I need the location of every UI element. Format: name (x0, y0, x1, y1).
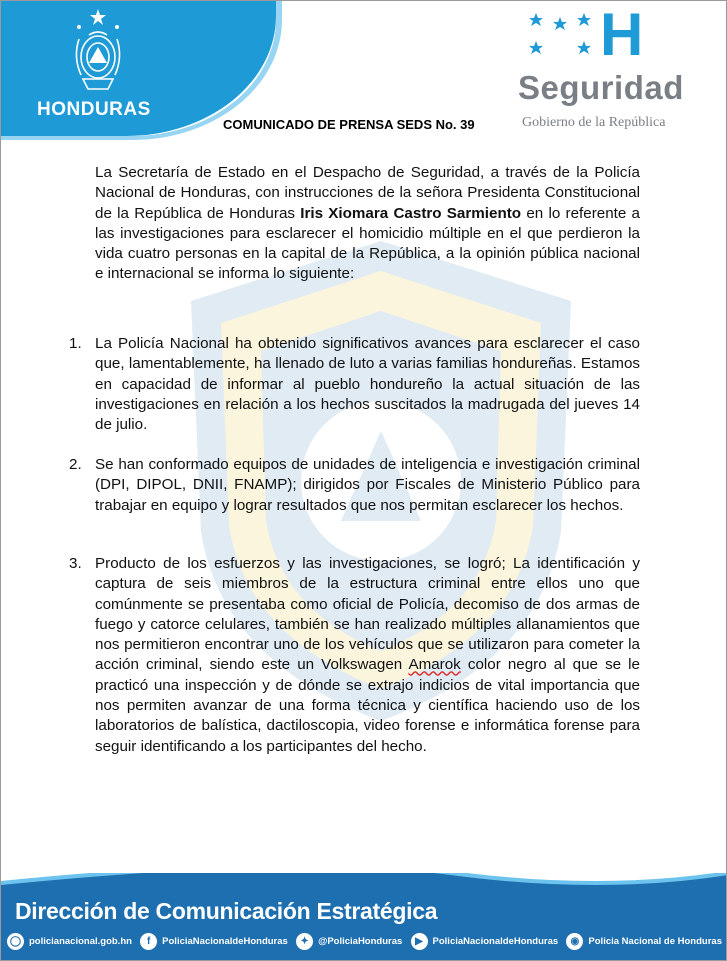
list-item-number: 2. (69, 456, 82, 473)
country-name: HONDURAS (37, 99, 151, 120)
instagram-icon: ◉ (566, 933, 583, 950)
list-item-number: 3. (69, 555, 82, 572)
footer-social-links (7, 929, 722, 953)
list-item-text-start: Producto de los esfuerzos y las investigaciones, se logró; La identificación y captura de seis miembros de la estructura criminal entre ellos uno que comúnmente se presentaba como oficial de Policía, decomiso de dos armas de fuego y catorce celulares, también se han realizado múltiples allanamientos que nos permitieron encontrar uno de los vehículos que se utilizaron para cometer la acción criminal, siendo este un Volkswagen (95, 555, 640, 674)
seguridad-logo (516, 1, 716, 133)
globe-icon: ◯ (7, 933, 24, 950)
honduras-coat-of-arms-icon (67, 7, 129, 97)
footer-link-twitter[interactable] (296, 933, 402, 950)
list-item-text: Se han conformado equipos de unidades de inteligencia e investigación criminal (DPI, DIPOL, DNII, FNAMP); dirigidos por Fiscales de Ministerio Público para trabajar en equipo y lograr resultados que nos permitan esclarecer los hechos. (95, 456, 640, 514)
list-item-number: 1. (69, 335, 82, 352)
intro-text-start: La Secretaría de Estado en el Despacho de Seguridad, a través de la Policía Nacional de Honduras, con instrucciones de la señora Presidenta Constitucional de la República de Honduras (95, 164, 640, 222)
spellcheck-marked-word: Amarok (408, 656, 461, 674)
brand-subtitle: Gobierno de la República (522, 115, 666, 130)
footer-link-label: @PoliciaHonduras (318, 935, 403, 947)
brand-h-mark: H (600, 1, 644, 68)
footer-link-label: PoliciaNacionaldeHonduras (432, 935, 559, 947)
list-item (69, 554, 640, 757)
document-title: COMUNICADO DE PRENSA SEDS No. 39 (223, 117, 475, 132)
footer-banner (1, 873, 727, 961)
footer-link-instagram[interactable] (566, 933, 722, 950)
five-stars-icon (526, 11, 596, 61)
footer-title: Dirección de Comunicación Estratégica (15, 898, 438, 924)
intro-text-end: en lo referente a las investigaciones para esclarecer el homicidio múltiple en el que perdieron la vida cuatro personas en la capital de la República, a la opinión pública nacional e internacional se informa lo siguiente: (95, 204, 641, 283)
list-item (69, 334, 640, 435)
youtube-icon: ▶ (411, 933, 428, 950)
brand-name: Seguridad (518, 69, 684, 106)
list-item-text (95, 554, 640, 757)
list-item-text-end: color negro al que se le practicó una inspección y de dónde se extrajo indicios de vital importancia que nos permiten avanzar de una forma técnica y científica haciendo uso de los laboratorios de balística, dactiloscopia, video forense e informática forense para seguir identificando a los participantes del hecho. (95, 656, 640, 755)
footer-link-youtube[interactable] (411, 933, 559, 950)
footer-link-label: PoliciaNacionaldeHonduras (162, 935, 288, 947)
footer-link-website[interactable] (7, 933, 132, 950)
list-item-text: La Policía Nacional ha obtenido significativos avances para esclarecer el caso que, lamentablemente, ha llenado de luto a varias familias hondureñas. Estamos en capacidad de informar al pueblo hondureño la actual situación de las investigaciones en relación a los hechos suscitados la madrugada del jueves 14 de julio. (95, 335, 640, 434)
list-item (69, 455, 640, 516)
president-name: Iris Xiomara Castro Sarmiento (300, 204, 522, 222)
intro-paragraph (95, 163, 640, 285)
footer-link-label: Policia Nacional de Honduras (588, 935, 722, 947)
twitter-icon: ✦ (296, 933, 313, 950)
footer-link-facebook[interactable] (140, 933, 288, 950)
facebook-icon: f (140, 933, 157, 950)
footer-link-label: policianacional.gob.hn (29, 935, 132, 947)
